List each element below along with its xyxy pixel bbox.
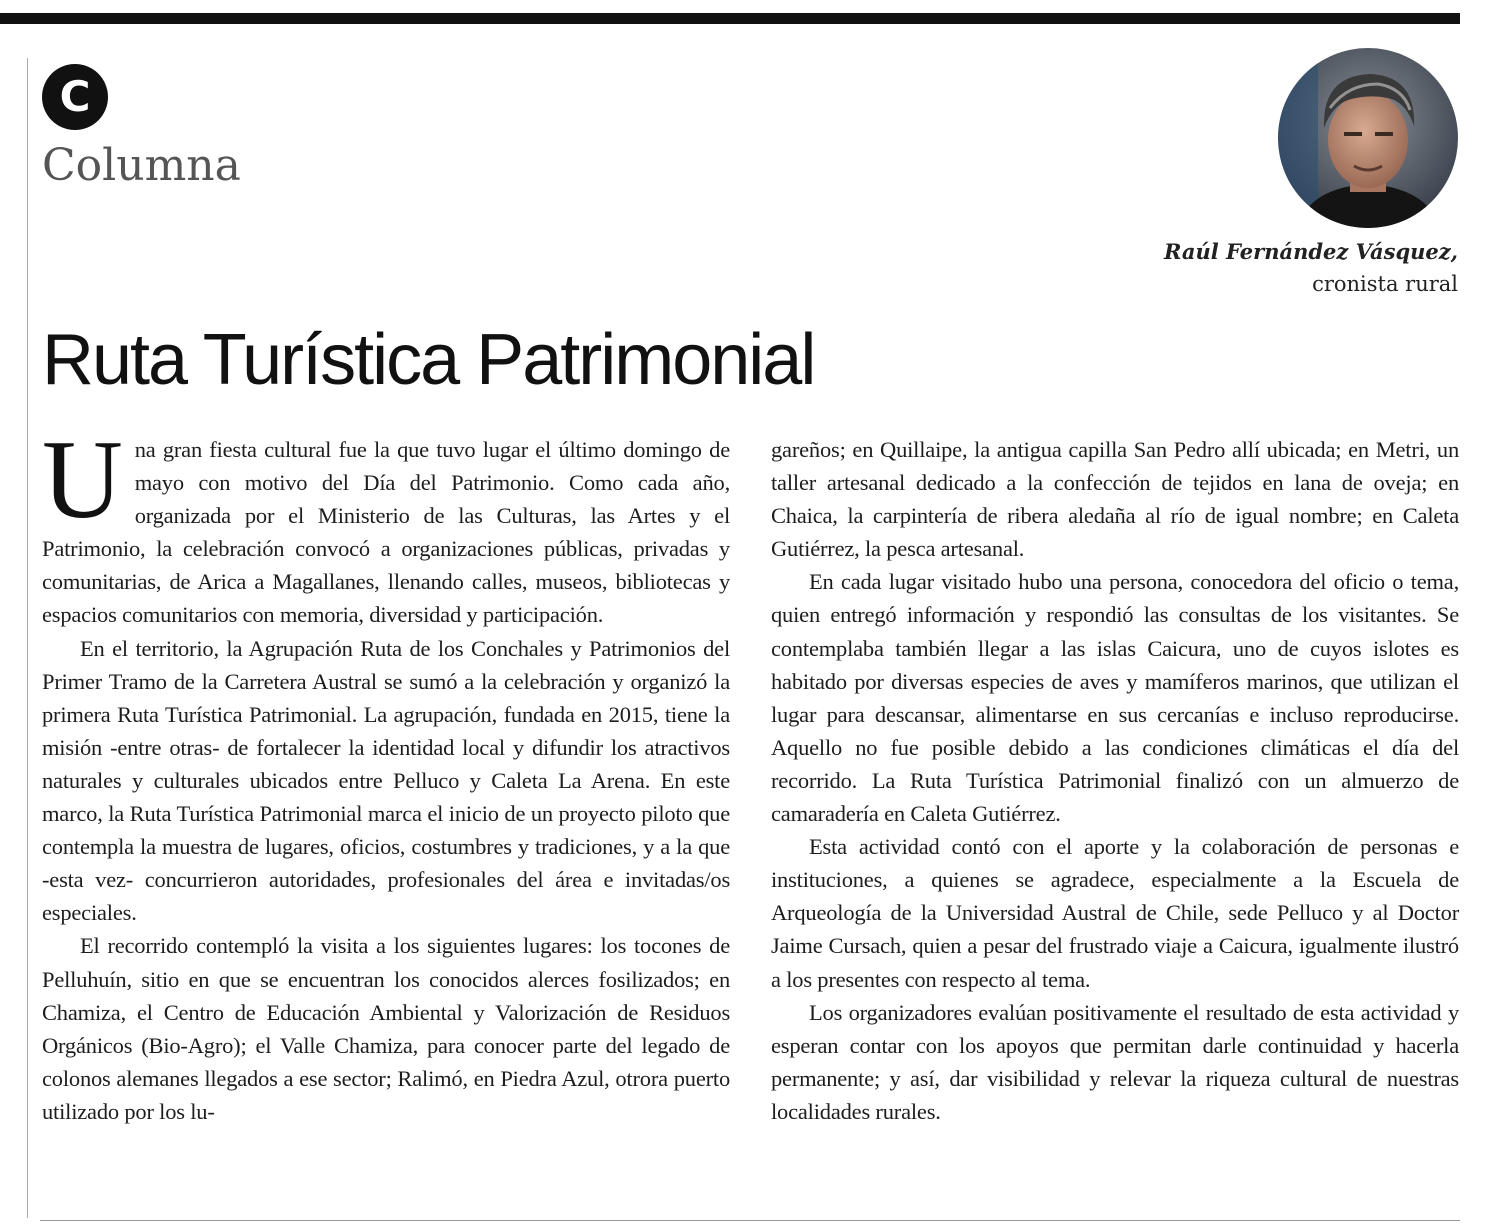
section-label: Columna [42,140,241,191]
author-role: cronista rural [1312,272,1458,296]
headline: Ruta Turística Patrimonial [42,320,815,400]
paragraph-1 [42,418,730,632]
column-badge: C [42,64,108,130]
author-photo [1278,48,1458,228]
paragraph-3-continued: gareños; en Quillaipe, la antigua capilla San Pedro allí ubicada; en Metri, un taller artesanal dedicado a la confección de tejidos en lana de oveja; en Chaica, la carpintería de ribera aledaña al río de igual nombre; en Caleta Gutiérrez, la pesca artesanal. [771,437,1459,562]
paragraph-5: Esta actividad contó con el aporte y la colaboración de personas e instituciones, a quienes se agradece, especialmente a la Escuela de Arqueología de la Universidad Austral de Chile, sede Pelluco y al Doctor Jaime Cursach, quien a pesar del frustrado viaje a Caicura, igualmente ilustró a los presentes con respecto al tema. [771,834,1459,992]
bottom-rule [40,1220,1460,1221]
paragraph-4: En cada lugar visitado hubo una persona, conocedora del oficio o tema, quien entregó información y respondió las consultas de los visitantes. Se contemplaba también llegar a las islas Caicura, uno de cuyos islotes es habitado por diversas especies de aves y mamíferos marinos, que utilizan el lugar para descansar, alimentarse en sus cercanías e incluso reproducirse. Aquello no fue posible debido a las condiciones climáticas el día del recorrido. La Ruta Turística Patrimonial finalizó con un almuerzo de camaradería en Caleta Gutiérrez. [771,569,1459,827]
article-column-2 [771,433,1459,1128]
paragraph-1-text: na gran fiesta cultural fue la que tuvo lugar el último domingo de mayo con motivo del Día del Patrimonio. Como cada año, organizada por el Ministerio de las Culturas, las Artes y el Patrimonio, la celebración convocó a organizaciones públicas, privadas y comunitarias, de Arica a Magallanes, llenando calles, museos, bibliotecas y espacios comunitarios con memoria, diversidad y participación. [42,437,730,628]
article-column-1 [42,418,730,1128]
paragraph-2: En el territorio, la Agrupación Ruta de los Conchales y Patrimonios del Primer Tramo de la Carretera Austral se sumó a la celebración y organizó la primera Ruta Turística Patrimonial. La agrupación, fundada en 2015, tiene la misión -entre otras- de fortalecer la identidad local y difundir los atractivos naturales y culturales ubicados entre Pelluco y Caleta La Arena. En este marco, la Ruta Turística Patrimonial marca el inicio de un proyecto piloto que contempla la muestra de lugares, oficios, costumbres y tradiciones, y a la que -esta vez- concurrieron autoridades, profesionales del área e invitadas/os especiales. [42,635,730,926]
drop-cap: U [42,418,123,542]
paragraph-3: El recorrido contempló la visita a los siguientes lugares: los tocones de Pelluhuín, sitio en que se encuentran los conocidos alerces fosilizados; en Chamiza, el Centro de Educación Ambiental y Valorización de Residuos Orgánicos (Bio-Agro); el Valle Chamiza, para conocer parte del legado de colonos alemanes llegados a ese sector; Ralimó, en Piedra Azul, otrora puerto utilizado por los lu- [42,933,730,1124]
author-name: Raúl Fernández Vásquez, [1163,239,1458,264]
byline [1164,236,1458,300]
paragraph-6: Los organizadores evalúan positivamente el resultado de esta actividad y esperan contar con los apoyos que permitan darle continuidad y hacerla permanente; y así, dar visibilidad y relevar la riqueza cultural de nuestras localidades rurales. [771,999,1459,1124]
left-rule [27,58,28,1218]
top-rule [0,13,1460,24]
